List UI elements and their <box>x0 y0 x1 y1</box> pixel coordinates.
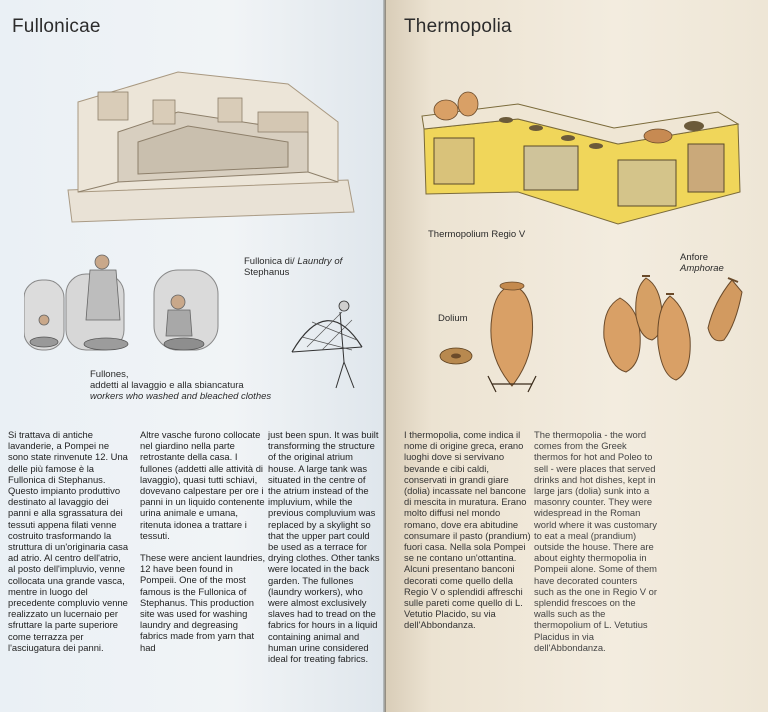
fullonicae-title: Fullonicae <box>12 16 101 37</box>
laundry-caption <box>244 256 342 278</box>
thermopolium-counter-illustration <box>418 84 748 234</box>
dolium-illustration <box>436 276 576 396</box>
fullones-caption-en: workers who washed and bleached clothes <box>90 391 272 402</box>
laundry-caption-it: Fullonica di/ <box>244 256 295 267</box>
dolium-caption: Dolium <box>438 313 468 324</box>
fullonicae-col-2 <box>140 429 266 664</box>
fullonicae-col-3 <box>268 429 380 675</box>
thermopolia-col-1 <box>404 429 532 642</box>
amphorae-caption-en: Amphorae <box>680 263 724 274</box>
fullones-caption <box>90 369 271 402</box>
amphorae-illustration <box>596 268 764 388</box>
fullones-caption-it: addetti al lavaggio e alla sbiancatura <box>90 380 244 391</box>
drying-frame-illustration <box>282 292 372 392</box>
amphorae-caption-it: Anfore <box>680 252 708 263</box>
thermopolia-col-2 <box>534 429 658 664</box>
fullones-caption-title: Fullones, <box>90 369 129 380</box>
fullonicae-col-1 <box>8 429 130 664</box>
thermopolium-caption: Thermopolium Regio V <box>428 229 526 240</box>
thermopolia-title: Thermopolia <box>404 16 512 37</box>
fullonicae-text-en-2: just been spun. It was built transforming the structure of the original atrium house. A large tank was situated in the centre of the atrium instead of the impluvium, while the previous compluvium was replaced by a skylight so that the upper part could be used as a terrace for drying clothes. Other tanks were located in the back garden. The fullones (laundry workers), who were almost exclusively slaves had to tread on the fabrics for hours in a liquid containing animal and human urine considered ideal for treating fabrics. <box>268 429 380 665</box>
fullonicae-text-it-1: Si trattava di antiche lavanderie, a Pompei ne sono state rinvenute 12. Una delle più famose è la Fullonica di Stephanus. Questo impianto produttivo destinato al lavaggio dei panni e alla sgrassatura dei tessuti appena filati venne costruito trasformando la struttura di un'originaria casa ad atrio. Al centro dell'atrio, al posto dell'impluvio, venne collocata una grande vasca, mentre in luogo del precedente compluvio venne realizzato un lucernaio per sfruttare la parte superiore come terrazza per l'asciugatura dei panni. <box>8 429 129 653</box>
laundry-caption-en: Laundry of <box>297 256 343 267</box>
fullonicae-text-en-1: These were ancient laundries, 12 have been found in Pompeii. One of the most famous is the Fullonica of Stephanus. This production site was used for washing laundry and degreasing fabrics made from yarn that had <box>140 552 266 653</box>
right-page <box>386 0 768 712</box>
fullonicae-text-it-2: Altre vasche furono collocate nel giardino nella parte retrostante della casa. I fullones (addetti alle attività di lavaggio), quasi tutti schiavi, dovevano calpestare per ore i panni in un liquido contenente urina animale e umana, ritenuta idonea a trattare i tessuti. <box>140 429 265 541</box>
laundry-caption-name: Stephanus <box>244 267 290 278</box>
fullonica-tanks-illustration <box>58 62 358 237</box>
thermopolia-text-en: The thermopolia - the word comes from the Greek thermos for hot and Poleo to sell - were places that served drinks and hot dishes, kept in large jars (dolia) sunk into a masonry counter. They were widespread in the Roman world where it was customary to eat a meal (prandium) outside the house. There are about eighty thermopolia in Pompeii alone. Some of them have decorated counters such as the one in Regio V or splendid frescoes on the walls such as the thermopolium of L. Vetutius Placidus in via dell'Abbondanza. <box>534 429 657 653</box>
thermopolia-text-it: I thermopolia, come indica il nome di origine greca, erano luoghi dove si servivano bevande e cibi caldi, conservati in grandi giare (dolia) incassate nel bancone di mescita in muratura. Erano molto diffusi nel mondo romano, dove era abitudine consumare il pasto (prandium) fuori casa. Nella sola Pompei se ne contano un'ottantina. Alcuni presentano banconi decorati come quello della Regio V o splendidi affreschi sulle pareti come quello di L. Vetutio Placido, su via dell'Abbondanza. <box>404 429 531 631</box>
fullones-workers-illustration <box>24 250 248 360</box>
